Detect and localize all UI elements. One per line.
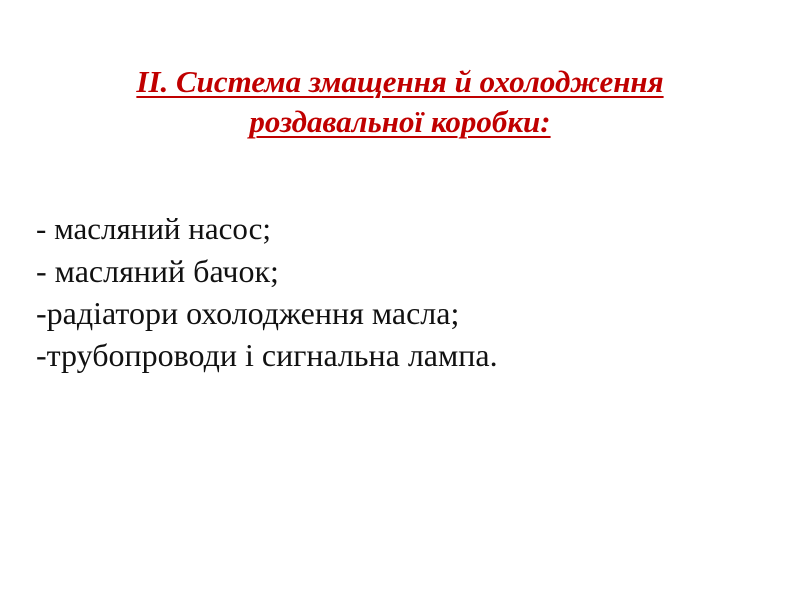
list-item: - масляний насос; [36, 211, 271, 246]
component-list [36, 208, 776, 376]
slide-title [40, 62, 760, 142]
slide-title-line-2: роздавальної коробки: [249, 104, 551, 139]
list-item: -трубопроводи і сигнальна лампа. [36, 337, 498, 373]
list-item: - масляний бачок; [36, 253, 279, 289]
slide-title-line-1: ІІ. Система змащення й охолодження [136, 64, 664, 99]
list-item: -радіатори охолодження масла; [36, 295, 460, 331]
